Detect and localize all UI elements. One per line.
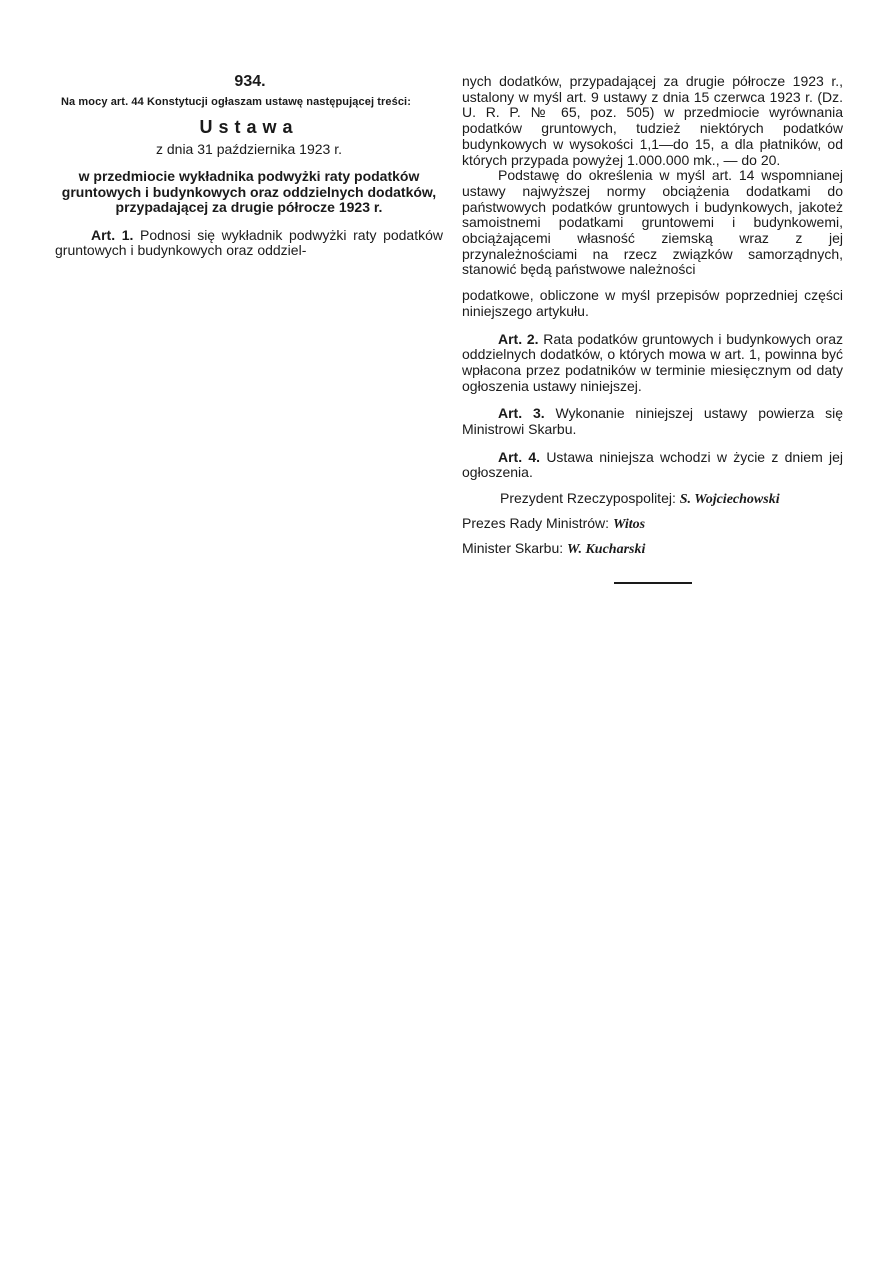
act-title: Ustawa xyxy=(199,116,299,137)
act-number: 934. xyxy=(234,73,266,90)
president-name: S. Wojciechowski xyxy=(679,492,780,508)
article-3-text: Wykonanie niniejszej ustawy powierza się Ministrowi Skarbu. xyxy=(462,405,844,438)
president-role: Prezydent Rzeczypospolitej: xyxy=(500,490,676,507)
article-3-label: Art. 3. xyxy=(498,405,545,422)
article-1-paragraph-2: Podstawę do określenia w myśl art. 14 wspomnianej ustawy najwyższej normy obciążenia dodatkami do państwowych podatków gruntowych i budynkowych, jakoteż samoistnemi podatkami gruntowemi i budynkowemi, obciążającemi własność ziemską wraz z jej przynależnościami na rzecz związków samorządnych, stanowić będą państwowe należności xyxy=(462,167,843,278)
article-1-paragraph-3: podatkowe, obliczone w myśl przepisów poprzedniej części niniejszego artykułu. xyxy=(462,287,843,319)
article-2-label: Art. 2. xyxy=(498,330,539,347)
intro-text: Na mocy art. 44 Konstytucji ogłaszam ustawę następującej treści: xyxy=(61,95,411,108)
minister-role: Minister Skarbu: xyxy=(462,539,564,556)
article-1-start xyxy=(55,228,443,259)
right-column xyxy=(462,74,843,584)
left-column xyxy=(55,74,443,259)
minister-signature xyxy=(462,541,843,558)
article-1-label: Art. 1. xyxy=(91,226,134,243)
article-3 xyxy=(462,406,843,437)
article-2-text: Rata podatków gruntowych i budynkowych oraz oddzielnych dodatków, o których mowa w art. 1, powinna być wpłacona przez podatników w terminie miesięcznym od daty ogłoszenia ustawy niniejszej. xyxy=(462,330,844,394)
prime-minister-signature xyxy=(462,516,843,533)
article-4-text: Ustawa niniejsza wchodzi w życie z dniem jej ogłoszenia. xyxy=(462,448,843,481)
article-4-label: Art. 4. xyxy=(498,448,541,465)
act-date: z dnia 31 października 1923 r. xyxy=(155,141,342,158)
article-2 xyxy=(462,332,843,395)
article-1-continuation: nych dodatków, przypadającej za drugie półrocze 1923 r., ustalony w myśl art. 9 ustawy z dnia 15 czerwca 1923 r. (Dz. U. R. P. № 65, poz. 505) w przedmiocie wyrównania podatków gruntowych, tudzież niektórych podatków budynkowych w wysokości 1,1—do 15, a dla płatników, od których przypada powyżej 1.000.000 mk., — do 20. xyxy=(462,73,843,168)
minister-name: W. Kucharski xyxy=(567,541,646,557)
article-1-text-left: Podnosi się wykładnik podwyżki raty podatków gruntowych i budynkowych oraz oddziel- xyxy=(55,226,444,259)
president-signature xyxy=(462,491,843,508)
closing-rule xyxy=(614,582,692,584)
article-4 xyxy=(462,450,843,481)
act-subject: w przedmiocie wykładnika podwyżki raty podatków gruntowych i budynkowych oraz oddzielnych dodatków, przypadającej za drugie półrocze 1923 r. xyxy=(61,168,437,216)
prime-minister-role: Prezes Rady Ministrów: xyxy=(462,514,610,531)
prime-minister-name: Witos xyxy=(612,516,646,532)
